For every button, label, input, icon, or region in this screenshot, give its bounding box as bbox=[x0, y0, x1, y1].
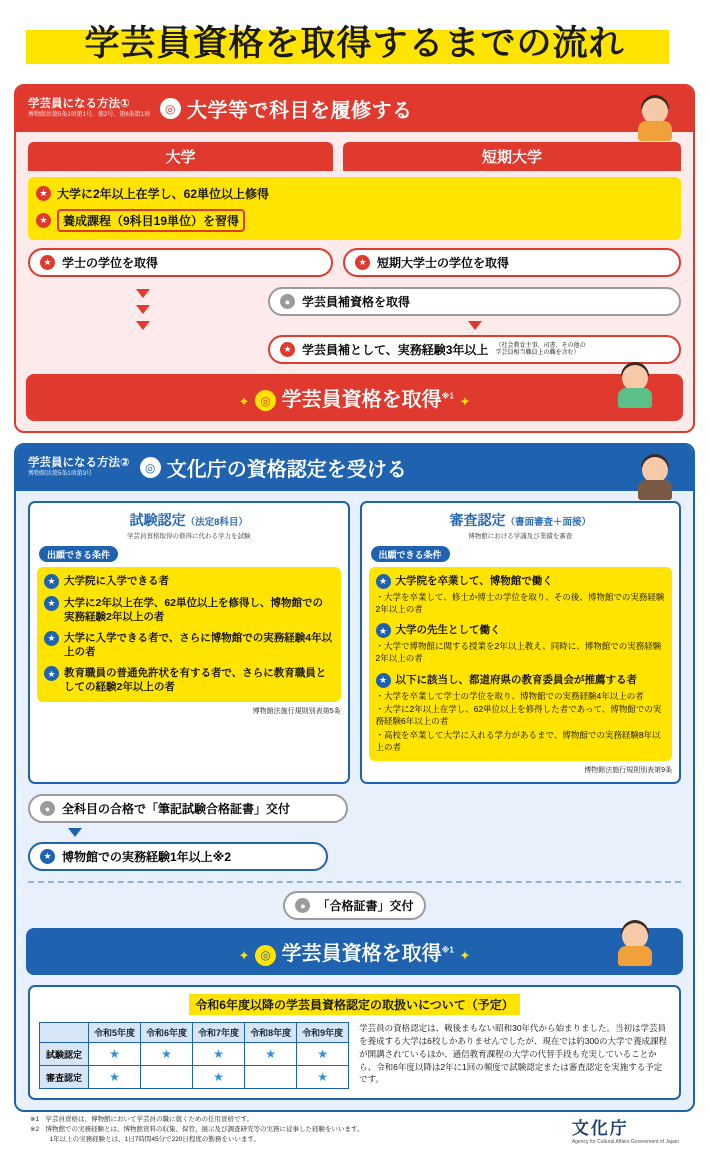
table-cell: ★ bbox=[297, 1043, 349, 1066]
condition-text: 大学に入学できる者で、さらに博物館での実務経験4年以上の者 bbox=[64, 631, 333, 659]
condition-text: 大学院を卒業して、博物館で働く bbox=[395, 574, 553, 587]
medal-icon: ◎ bbox=[140, 457, 161, 478]
agency-logo-subtext: Agency for Cultural Affairs Government of Japan bbox=[571, 1139, 679, 1146]
review-law-note: 博物館法施行規則別表第9条 bbox=[584, 767, 672, 775]
section1-result-sup: ※1 bbox=[441, 391, 454, 401]
section2-columns bbox=[16, 491, 693, 784]
table-col-header: 令和6年度 bbox=[141, 1023, 193, 1043]
exam-certification-note: 学芸員資格取得の修得に代わる学力を試験 bbox=[127, 533, 251, 540]
condition-item bbox=[376, 623, 666, 638]
section1-degree-row bbox=[16, 240, 693, 277]
review-conditions-label: 出願できる条件 bbox=[371, 546, 450, 562]
sparkle-icon: ✦ bbox=[238, 948, 250, 964]
condition-item-group bbox=[376, 623, 666, 666]
star-bullet-icon: ★ bbox=[44, 596, 59, 611]
table-cell: ★ bbox=[89, 1043, 141, 1066]
condition-item bbox=[376, 673, 666, 688]
condition-subtext: ・大学に2年以上在学し、62単位以上を修得した者であって、博物館での実務経験6年以上の者 bbox=[375, 704, 662, 727]
table-row-label: 試験認定 bbox=[40, 1043, 89, 1066]
review-certification-title: 審査認定 bbox=[449, 512, 506, 528]
star-bullet-icon: ★ bbox=[40, 255, 55, 270]
section-method-2 bbox=[14, 443, 695, 1112]
condition-item bbox=[44, 666, 334, 694]
schedule-table bbox=[39, 1022, 349, 1089]
arrow-down-icon bbox=[136, 321, 150, 330]
exam-certification-card bbox=[28, 501, 350, 784]
flow-step-2 bbox=[28, 842, 328, 871]
star-bullet-icon: ★ bbox=[44, 666, 59, 681]
condition-item bbox=[44, 574, 334, 589]
agency-logo-text-wrap bbox=[572, 1114, 679, 1145]
table-cell: ★ bbox=[193, 1043, 245, 1066]
exam-law-note: 博物館法施行規則別表第5条 bbox=[252, 707, 341, 715]
condition-text: 教育職員の普通免許状を有する者で、さらに教育職員としての経験2年以上の者 bbox=[64, 667, 327, 694]
condition-text: 大学院に入学できる者 bbox=[64, 574, 169, 587]
table-cell: ★ bbox=[245, 1043, 297, 1066]
review-certification-note: 博物館における学識及び業績を審査 bbox=[468, 533, 573, 540]
star-bullet-icon: ★ bbox=[40, 849, 55, 864]
page-footer bbox=[14, 1112, 695, 1151]
condition-item bbox=[44, 631, 334, 659]
table-cell: ★ bbox=[297, 1066, 349, 1089]
assistant-qualification-text: 学芸員補資格を取得 bbox=[302, 295, 411, 309]
future-schedule-block bbox=[28, 985, 681, 1100]
condition-sublist bbox=[376, 640, 666, 665]
arrow-down-icon bbox=[136, 305, 150, 314]
table-cell: ★ bbox=[141, 1043, 193, 1066]
table-col-header: 令和9年度 bbox=[297, 1023, 349, 1043]
section2-badge bbox=[28, 457, 130, 477]
flow-step-2-text: 博物館での実務経験1年以上※2 bbox=[62, 850, 232, 865]
flow-step-3-text: 「合格証書」交付 bbox=[317, 899, 414, 914]
table-cell bbox=[141, 1066, 193, 1089]
section-method-1 bbox=[14, 84, 695, 433]
page-title: 学芸員資格を取得するまでの流れ bbox=[84, 24, 625, 64]
table-col-header bbox=[40, 1023, 89, 1043]
section2-flow bbox=[16, 784, 693, 920]
section1-result-bar bbox=[26, 374, 683, 421]
section2-result-sup: ※1 bbox=[441, 945, 454, 955]
arrow-down-icon bbox=[68, 828, 82, 837]
condition-item bbox=[376, 574, 666, 589]
arrow-wrap bbox=[268, 321, 681, 330]
person-body bbox=[618, 388, 652, 408]
footnotes bbox=[30, 1115, 364, 1145]
medal-icon: ◎ bbox=[255, 945, 276, 966]
bachelor-degree-wrap bbox=[28, 248, 333, 277]
future-schedule-content bbox=[39, 1022, 670, 1089]
bachelor-degree-bar bbox=[28, 248, 333, 277]
table-cell: ★ bbox=[193, 1066, 245, 1089]
condition-subtext: ・高校を卒業して大学に入れる学力があるまで、博物館での実務経験8年以上の者 bbox=[375, 729, 661, 752]
table-row bbox=[40, 1043, 349, 1066]
condition-subtext: ・大学を卒業して学士の学位を取り、博物館での実務経験4年以上の者 bbox=[375, 690, 644, 701]
requirement-item bbox=[36, 185, 673, 202]
sparkle-icon: ✦ bbox=[459, 394, 471, 409]
section2-badge-line2: 博物館法第5条1項第3号 bbox=[28, 470, 93, 477]
requirement-text: 大学に2年以上在学し、62単位以上修得 bbox=[57, 187, 270, 201]
exam-certification-title: 試験認定 bbox=[129, 512, 186, 528]
section1-badge-line1: 学芸員になる方法① bbox=[28, 98, 130, 111]
flow-step-1 bbox=[28, 794, 348, 823]
person-illustration-4 bbox=[607, 915, 669, 973]
exam-certification-title-wrap bbox=[37, 510, 341, 530]
person-illustration-1 bbox=[627, 90, 683, 142]
column-junior-college-head: 短期大学 bbox=[343, 142, 681, 171]
column-junior-college bbox=[343, 142, 681, 171]
star-bullet-icon: ★ bbox=[376, 574, 391, 589]
agency-logo bbox=[572, 1114, 679, 1145]
section1-middle-rows bbox=[16, 277, 693, 364]
future-schedule-title: 令和6年度以降の学芸員資格認定の取扱いについて（予定） bbox=[189, 994, 519, 1015]
flow-step-3 bbox=[283, 891, 425, 920]
section1-middle-row bbox=[28, 283, 681, 364]
associate-degree-bar bbox=[343, 248, 681, 277]
table-header-row bbox=[40, 1023, 349, 1043]
page-title-wrap bbox=[14, 14, 695, 80]
star-bullet-icon: ★ bbox=[36, 186, 51, 201]
section2-heading-wrap bbox=[140, 453, 407, 482]
associate-degree-wrap bbox=[343, 248, 681, 277]
requirement-item bbox=[36, 209, 673, 232]
section1-heading-wrap bbox=[160, 94, 413, 123]
section1-badge-line2: 博物館法第5条1項第1号、第2号、第6条第1項 bbox=[28, 111, 151, 118]
footnote: ※2 博物館での実務経験とは、博物館資料の収集、保管、展示及び調査研究等の実務に従事した経験をいいます。 bbox=[30, 1126, 364, 1134]
dot-bullet-icon: ● bbox=[40, 801, 55, 816]
section1-columns bbox=[16, 132, 693, 171]
table-row bbox=[40, 1066, 349, 1089]
table-col-header: 令和7年度 bbox=[193, 1023, 245, 1043]
star-bullet-icon: ★ bbox=[355, 255, 370, 270]
condition-item-group bbox=[376, 574, 666, 617]
footnote: ※1 学芸員資格は、博物館において学芸員の職に就くための任用資格です。 bbox=[30, 1116, 254, 1124]
star-bullet-icon: ★ bbox=[36, 213, 51, 228]
condition-subtext: ・大学を卒業して、修士か博士の学位を取り、その後、博物館での実務経験2年以上の者 bbox=[375, 591, 665, 614]
agency-logo-text: 文化庁 bbox=[571, 1119, 629, 1139]
table-col-header: 令和8年度 bbox=[245, 1023, 297, 1043]
condition-item-group bbox=[376, 673, 666, 755]
table-cell bbox=[245, 1066, 297, 1089]
flow-step-3-wrap bbox=[28, 891, 681, 920]
exam-certification-subtitle: （法定8科目） bbox=[185, 517, 248, 528]
review-conditions-box bbox=[369, 567, 673, 762]
section1-heading: 大学等で科目を履修する bbox=[187, 100, 413, 122]
review-certification-title-wrap bbox=[369, 510, 673, 530]
section2-header bbox=[16, 445, 693, 491]
person-body bbox=[618, 946, 652, 966]
star-bullet-icon: ★ bbox=[280, 342, 295, 357]
section1-header bbox=[16, 86, 693, 132]
column-university-head: 大学 bbox=[28, 142, 333, 171]
condition-item bbox=[44, 596, 334, 624]
bachelor-degree-text: 学士の学位を取得 bbox=[62, 256, 159, 270]
arrow-wrap bbox=[68, 828, 681, 837]
arrow-column-left bbox=[28, 283, 258, 330]
footnote: 1年以上の実務経験とは、1日7時間45分で220日程度の勤務をいいます。 bbox=[30, 1136, 260, 1144]
assistant-path bbox=[268, 283, 681, 364]
star-bullet-icon: ★ bbox=[44, 574, 59, 589]
section2-heading: 文化庁の資格認定を受ける bbox=[166, 459, 407, 481]
section2-badge-line1: 学芸員になる方法② bbox=[28, 457, 130, 470]
section1-badge bbox=[28, 98, 150, 118]
condition-text: 大学の先生として働く bbox=[395, 624, 501, 637]
medal-icon: ◎ bbox=[160, 98, 181, 119]
review-certification-subtitle: （書面審査＋面接） bbox=[505, 517, 591, 528]
requirement-text: 養成課程（9科目19単位）を習得 bbox=[57, 209, 245, 232]
associate-degree-text: 短期大学士の学位を取得 bbox=[377, 256, 510, 270]
table-cell: ★ bbox=[89, 1066, 141, 1089]
table-row-label: 審査認定 bbox=[40, 1066, 89, 1089]
column-university bbox=[28, 142, 333, 171]
section2-result-bar bbox=[26, 928, 683, 975]
section1-result-text: 学芸員資格を取得 bbox=[281, 389, 442, 411]
review-certification-card bbox=[360, 501, 682, 784]
poster-page bbox=[0, 14, 709, 1146]
assistant-experience-text: 学芸員補として、実務経験3年以上 bbox=[302, 343, 489, 357]
condition-sublist bbox=[376, 690, 666, 754]
dot-bullet-icon: ● bbox=[295, 898, 310, 913]
person-illustration-3 bbox=[627, 449, 683, 501]
section2-result-text: 学芸員資格を取得 bbox=[281, 943, 442, 966]
medal-icon: ◎ bbox=[255, 390, 276, 411]
dot-bullet-icon: ● bbox=[280, 294, 295, 309]
assistant-qualification-bar bbox=[268, 287, 681, 316]
person-illustration-2 bbox=[607, 357, 669, 415]
university-requirements-box bbox=[28, 177, 681, 240]
person-body bbox=[638, 480, 672, 500]
sparkle-icon: ✦ bbox=[459, 948, 471, 964]
exam-conditions-label: 出願できる条件 bbox=[39, 546, 118, 562]
arrow-down-icon bbox=[136, 289, 150, 298]
flow-step-1-text: 全科目の合格で「筆記試験合格証書」交付 bbox=[62, 802, 291, 817]
section1-yellow-wrap bbox=[16, 177, 693, 240]
exam-conditions-box bbox=[37, 567, 341, 702]
sparkle-icon: ✦ bbox=[238, 394, 250, 409]
condition-subtext: ・大学で博物館に関する授業を2年以上教え、同時に、博物館での実務経験2年以上の者 bbox=[375, 641, 662, 664]
star-bullet-icon: ★ bbox=[376, 673, 391, 688]
star-bullet-icon: ★ bbox=[376, 623, 391, 638]
arrow-down-icon bbox=[468, 321, 482, 330]
table-col-header: 令和5年度 bbox=[89, 1023, 141, 1043]
condition-sublist bbox=[376, 591, 666, 616]
future-schedule-note: 学芸員の資格認定は、戦後まもない昭和30年代から始まりました。当初は学芸員を養成する大学は6校しかありませんでしたが、現在では約300の大学で養成課程が開講されているほか、通信教育課程の大学の代替手段も充実していることから、令和6年度以降は2年に1回の頻度で試験認定または審査認定を実施する予定です。 bbox=[359, 1023, 668, 1085]
person-body bbox=[638, 121, 672, 141]
condition-text: 以下に該当し、都道府県の教育委員会が推薦する者 bbox=[395, 673, 637, 686]
star-bullet-icon: ★ bbox=[44, 631, 59, 646]
condition-text: 大学に2年以上在学、62単位以上を修得し、博物館での実務経験2年以上の者 bbox=[64, 596, 324, 623]
assistant-experience-note: （社会教育主事、司書、その他の学芸員相当職員上の職を含む） bbox=[495, 342, 586, 356]
dashed-divider bbox=[28, 881, 681, 883]
